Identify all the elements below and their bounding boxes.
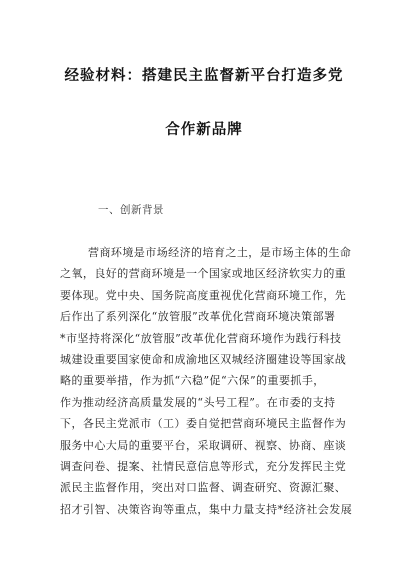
body-paragraph [60,242,356,520]
body-line: *市坚持将深化“放管服”改革优化营商环境作为践行科技 [60,331,342,345]
body-line: 调查问卷、提案、社情民意信息等形式，充分发挥民主党 [60,460,347,474]
body-line: 城建设重要国家使命和成渝地区双城经济圈建设等国家战 [60,353,347,367]
document-title-line-1: 经验材料：搭建民主监督新平台打造多党 [64,67,344,84]
section-heading: 一、创新背景 [98,204,164,216]
body-line: 营商环境是市场经济的培育之土，是市场主体的生命 [88,246,352,259]
body-line: 后作出了系列深化“放管服”改革优化营商环境决策部署 [60,310,336,324]
body-line: 招才引智、决策咨询等重点，集中力量支持*经济社会发展 [60,502,353,516]
body-line: 服务中心大局的重要平台，采取调研、视察、协商、座谈 [60,438,347,452]
body-line: 略的重要举措，作为抓“六稳”促“六保”的重要抓手， [60,374,325,388]
body-line: 要体现。党中央、国务院高度重视优化营商环境工作，先 [60,288,347,302]
body-line: 下，各民主党派市（工）委自觉把营商环境民主监督作为 [60,417,347,431]
document-title-line-2: 合作新品牌 [165,121,243,138]
body-line: 之氧，良好的营商环境是一个国家或地区经济软实力的重 [60,267,347,281]
body-line: 作为推动经济高质量发展的“头号工程”。在市委的支持 [60,395,336,409]
body-line: 派民主监督作用，突出对口监督、调查研究、资源汇聚、 [60,481,347,495]
